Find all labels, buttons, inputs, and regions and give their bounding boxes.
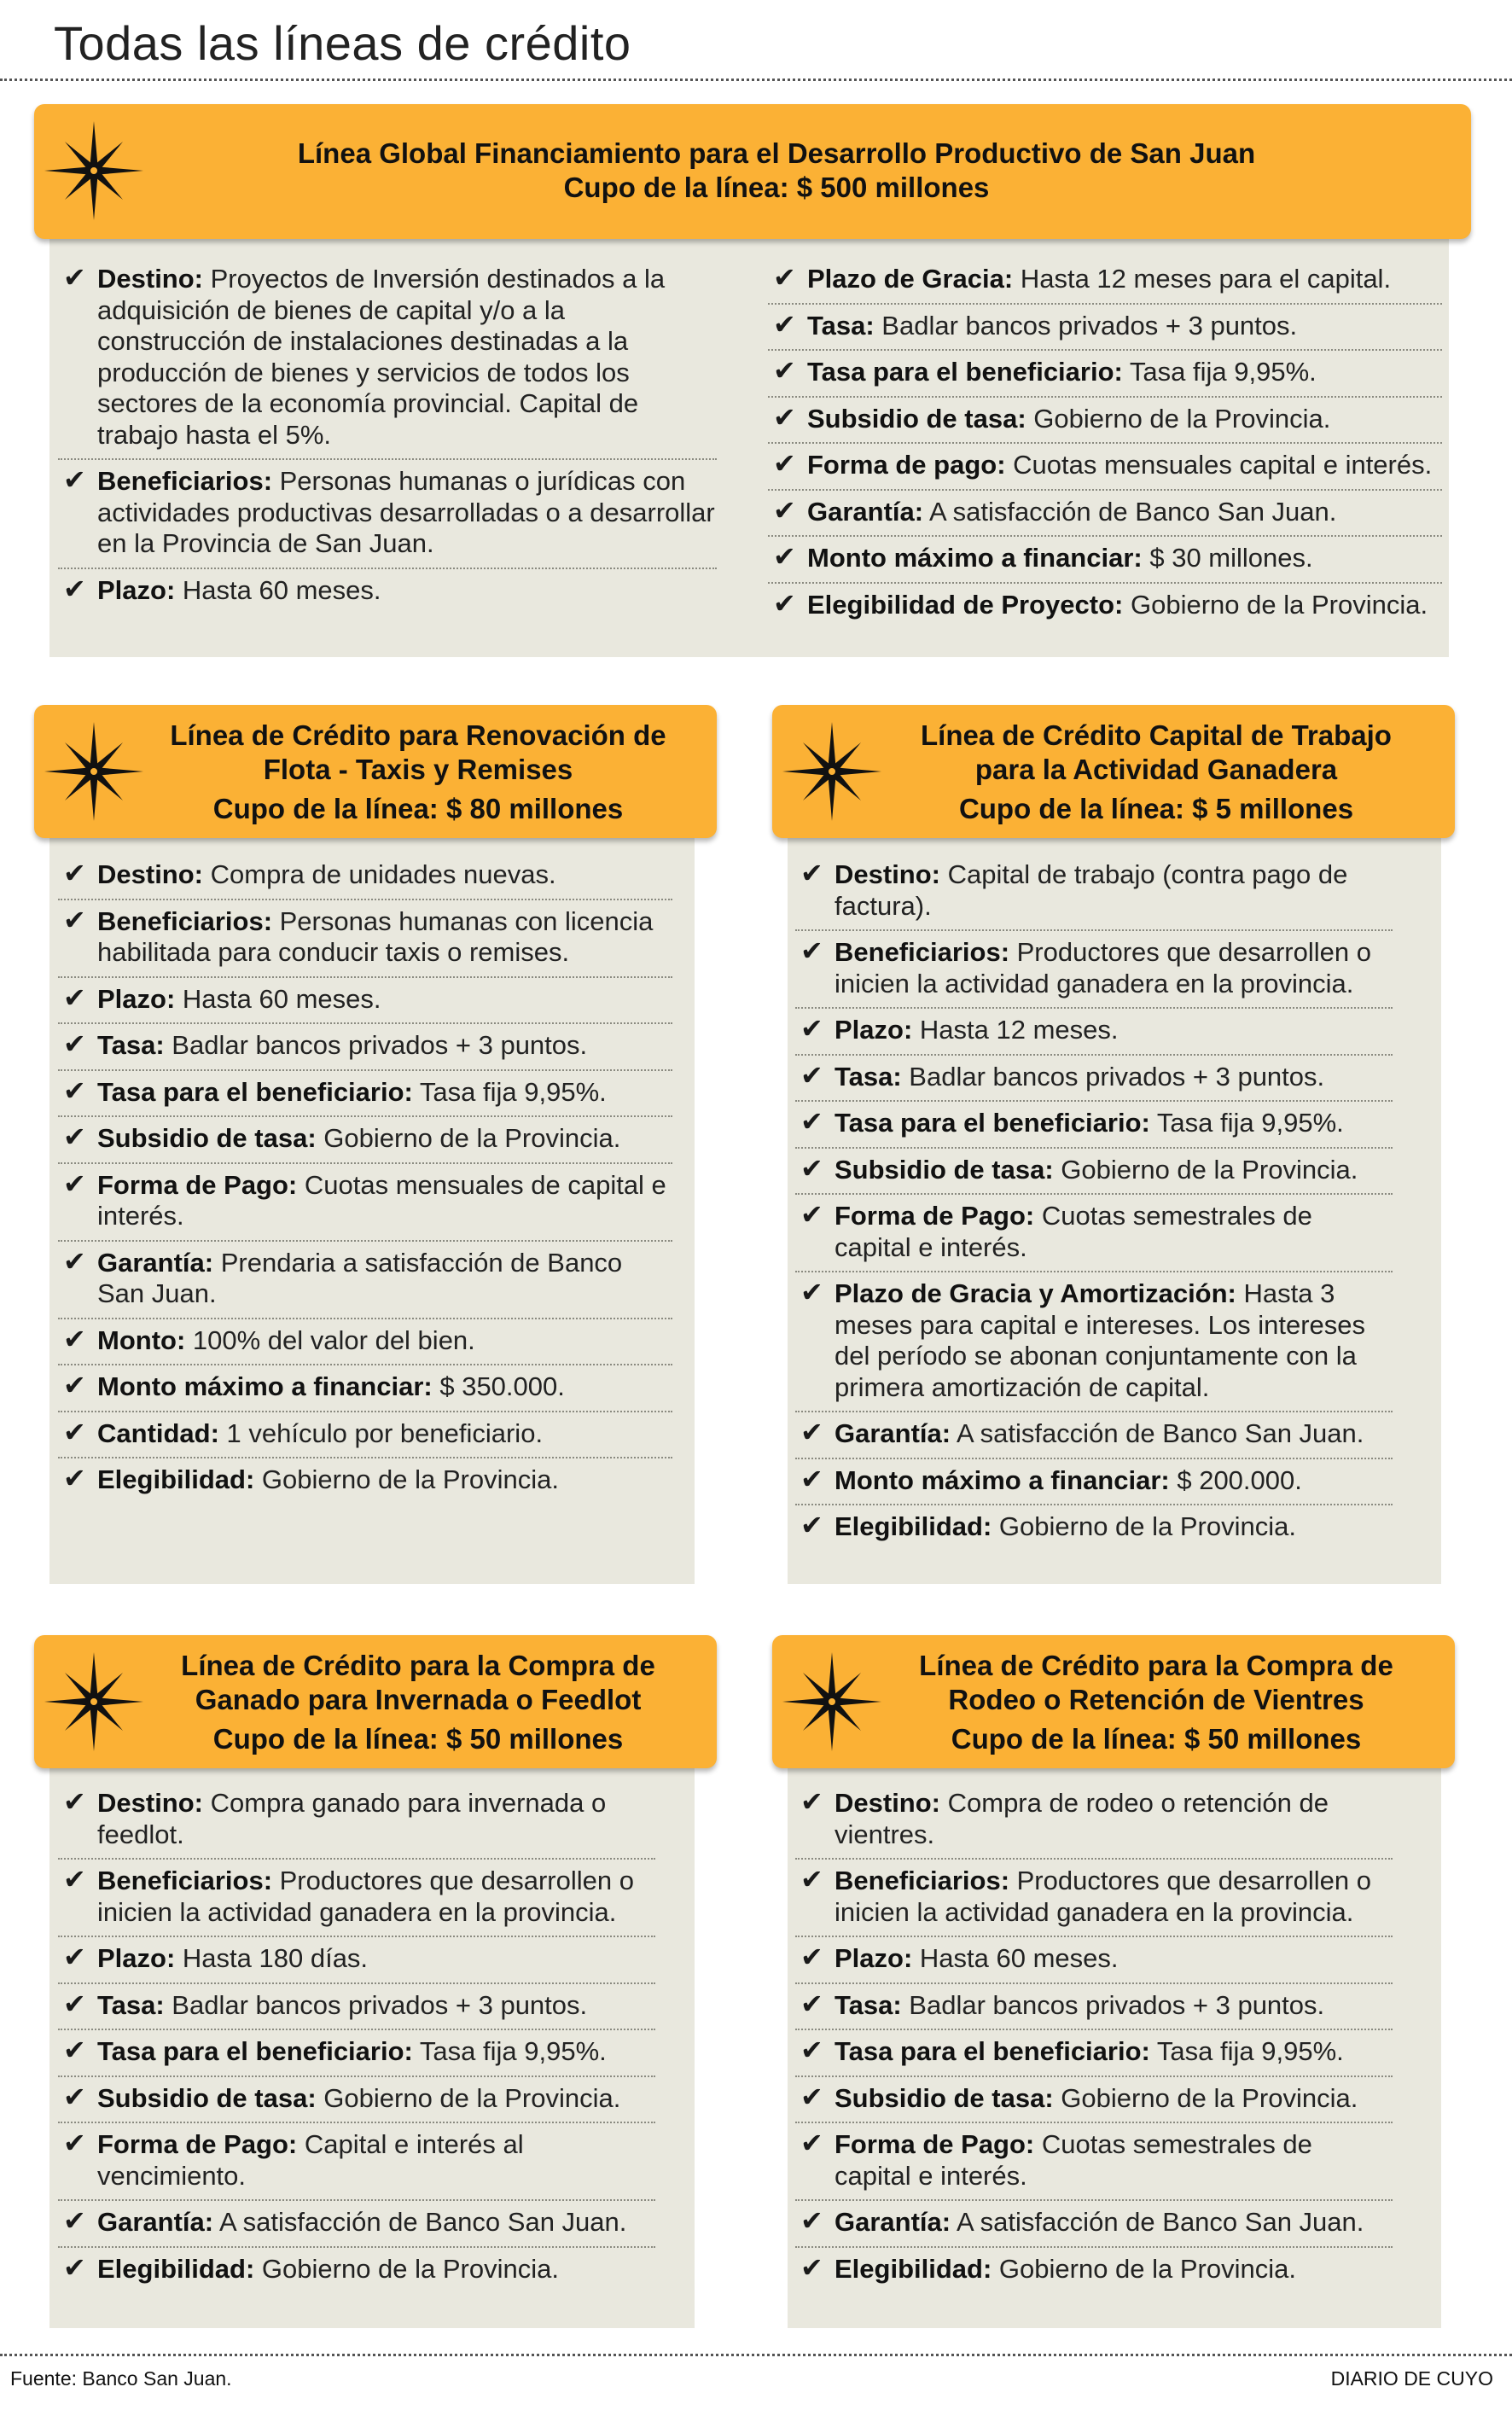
check-icon: ✔ [63, 1167, 86, 1200]
list-item: ✔ Monto máximo a financiar: $ 30 millones. [768, 537, 1442, 584]
list-item: ✔ Destino: Proyectos de Inversión destinados a la adquisición de bienes de capital y/o a la construcción de instalaciones destinadas a la producción de bienes y servicios de todos los sectores de la economía provincial. Capital de trabajo hasta el 5%. [58, 258, 717, 460]
list-item: ✔ Subsidio de tasa: Gobierno de la Provincia. [795, 1149, 1393, 1196]
list-item: ✔ Garantía: A satisfacción de Banco San Juan. [795, 2201, 1393, 2248]
list-item: ✔ Tasa: Badlar bancos privados + 3 puntos. [58, 1984, 655, 2031]
list-item: ✔ Forma de Pago: Capital e interés al vencimiento. [58, 2123, 655, 2201]
check-icon: ✔ [63, 1074, 86, 1107]
check-icon: ✔ [773, 493, 796, 527]
card-capital-header [772, 705, 1455, 838]
check-icon: ✔ [800, 1276, 823, 1308]
check-icon: ✔ [63, 1369, 86, 1401]
list-item: ✔ Elegibilidad de Proyecto: Gobierno de la Provincia. [773, 586, 1428, 620]
check-icon: ✔ [773, 447, 796, 480]
check-icon: ✔ [63, 1941, 86, 1973]
list-item: ✔ Elegibilidad: Gobierno de la Provincia. [800, 2250, 1296, 2284]
card-taxis-list [58, 853, 672, 1504]
list-item: ✔ Forma de Pago: Cuotas mensuales de capital e interés. [58, 1164, 672, 1242]
list-item: ✔ Tasa para el beneficiario: Tasa fija 9,95%. [795, 1102, 1393, 1149]
check-icon: ✔ [63, 1028, 86, 1060]
list-item: ✔ Monto máximo a financiar: $ 350.000. [58, 1365, 672, 1412]
compass-rose-icon [43, 720, 145, 823]
list-item: ✔ Garantía: A satisfacción de Banco San Juan. [58, 2201, 655, 2248]
check-icon: ✔ [800, 1941, 823, 1973]
check-icon: ✔ [63, 2080, 86, 2113]
check-icon: ✔ [800, 2204, 823, 2237]
list-item: ✔ Tasa para el beneficiario: Tasa fija 9,95%. [795, 2030, 1393, 2077]
footer-divider [0, 2354, 1512, 2356]
check-icon: ✔ [63, 903, 86, 936]
check-icon: ✔ [63, 463, 86, 496]
check-icon: ✔ [773, 586, 796, 620]
check-icon: ✔ [800, 1863, 823, 1895]
list-item: ✔ Tasa para el beneficiario: Tasa fija 9,95%. [58, 2030, 655, 2077]
check-icon: ✔ [800, 1987, 823, 2020]
check-icon: ✔ [773, 307, 796, 341]
card-capital-title-line1: Línea de Crédito Capital de Trabajo [921, 719, 1392, 751]
check-icon: ✔ [800, 1151, 823, 1185]
check-icon: ✔ [800, 1198, 823, 1231]
card-global-right [768, 258, 1442, 628]
list-item: ✔ Monto: 100% del valor del bien. [58, 1319, 672, 1366]
list-item: ✔ Subsidio de tasa: Gobierno de la Provincia. [58, 2077, 655, 2124]
card-feedlot-title-line2: Ganado para Invernada o Feedlot [195, 1684, 642, 1715]
card-taxis-quota: Cupo de la línea: $ 80 millones [212, 793, 624, 824]
check-icon: ✔ [800, 1416, 823, 1448]
list-item: ✔ Destino: Capital de trabajo (contra pago de factura). [795, 853, 1393, 931]
compass-rose-icon [43, 1650, 145, 1753]
card-rodeo-title-line2: Rodeo o Retención de Vientres [948, 1684, 1364, 1715]
list-item: ✔ Plazo: Hasta 12 meses. [795, 1009, 1393, 1056]
card-capital-quota: Cupo de la línea: $ 5 millones [958, 793, 1354, 824]
page-title: Todas las líneas de crédito [54, 16, 631, 70]
list-item: ✔ Beneficiarios: Personas humanas con licencia habilitada para conducir taxis o remises. [58, 900, 672, 978]
card-rodeo-header [772, 1635, 1455, 1768]
check-icon: ✔ [63, 1415, 86, 1448]
list-item: ✔ Destino: Compra ganado para invernada o feedlot. [58, 1782, 655, 1860]
check-icon: ✔ [63, 261, 86, 294]
list-item: ✔ Destino: Compra de rodeo o retención de vientres. [795, 1782, 1393, 1860]
list-item: ✔ Beneficiarios: Productores que desarrollen o inicien la actividad ganadera en la provincia. [795, 931, 1393, 1009]
list-item: ✔ Elegibilidad: Gobierno de la Provincia. [800, 1509, 1296, 1541]
check-icon: ✔ [63, 1785, 86, 1818]
check-icon: ✔ [773, 354, 796, 387]
list-item: ✔ Plazo: Hasta 60 meses. [58, 978, 672, 1025]
list-item: ✔ Forma de Pago: Cuotas semestrales de capital e interés. [795, 1195, 1393, 1272]
check-icon: ✔ [800, 1012, 823, 1045]
check-icon: ✔ [63, 857, 86, 889]
check-icon: ✔ [773, 261, 796, 294]
list-item: ✔ Tasa: Badlar bancos privados + 3 puntos. [795, 1056, 1393, 1103]
check-icon: ✔ [63, 2034, 86, 2066]
card-taxis-title-line2: Flota - Taxis y Remises [263, 754, 573, 785]
card-global-left [58, 258, 717, 614]
check-icon: ✔ [63, 1462, 86, 1494]
check-icon: ✔ [800, 2034, 823, 2066]
check-icon: ✔ [63, 1121, 86, 1153]
check-icon: ✔ [63, 2204, 86, 2237]
check-icon: ✔ [63, 1987, 86, 2020]
card-feedlot-title-line1: Línea de Crédito para la Compra de [181, 1650, 655, 1681]
source-credit: Fuente: Banco San Juan. [10, 2367, 232, 2390]
check-icon: ✔ [800, 1509, 823, 1541]
list-item: ✔ Tasa: Badlar bancos privados + 3 puntos. [58, 1024, 672, 1071]
list-item: ✔ Garantía: A satisfacción de Banco San Juan. [768, 491, 1442, 538]
list-item: ✔ Forma de pago: Cuotas mensuales capital e interés. [768, 444, 1442, 491]
card-feedlot-quota: Cupo de la línea: $ 50 millones [212, 1723, 624, 1755]
card-global-header [34, 104, 1471, 239]
card-global-title: Línea Global Financiamiento para el Desarrollo Productivo de San Juan [297, 137, 1256, 169]
list-item: ✔ Beneficiarios: Personas humanas o jurídicas con actividades productivas desarrolladas o a desarrollar en la Provincia de San Juan. [58, 460, 717, 569]
check-icon: ✔ [800, 857, 823, 889]
list-item: ✔ Elegibilidad: Gobierno de la Provincia. [63, 1462, 559, 1494]
card-taxis-header [34, 705, 717, 838]
card-capital-list [795, 853, 1393, 1551]
list-item: ✔ Cantidad: 1 vehículo por beneficiario. [58, 1412, 672, 1459]
check-icon: ✔ [800, 934, 823, 967]
check-icon: ✔ [63, 2127, 86, 2159]
check-icon: ✔ [63, 981, 86, 1014]
check-icon: ✔ [800, 2080, 823, 2113]
compass-rose-icon [43, 119, 145, 222]
check-icon: ✔ [63, 2250, 86, 2284]
check-icon: ✔ [63, 1322, 86, 1355]
check-icon: ✔ [773, 400, 796, 434]
check-icon: ✔ [800, 1058, 823, 1092]
list-item: ✔ Plazo de Gracia: Hasta 12 meses para el capital. [768, 258, 1442, 305]
list-item: ✔ Monto máximo a financiar: $ 200.000. [795, 1459, 1393, 1506]
check-icon: ✔ [800, 1105, 823, 1138]
list-item: ✔ Subsidio de tasa: Gobierno de la Provincia. [795, 2077, 1393, 2124]
card-capital-title-line2: para la Actividad Ganadera [974, 754, 1338, 785]
compass-rose-icon [781, 1650, 883, 1753]
list-item: ✔ Subsidio de tasa: Gobierno de la Provincia. [58, 1117, 672, 1164]
card-rodeo-list [795, 1782, 1393, 2292]
card-rodeo-quota: Cupo de la línea: $ 50 millones [951, 1723, 1362, 1755]
list-item: ✔ Tasa: Badlar bancos privados + 3 puntos. [768, 305, 1442, 352]
check-icon: ✔ [63, 1244, 86, 1278]
check-icon: ✔ [63, 572, 86, 605]
compass-rose-icon [781, 720, 883, 823]
title-divider [0, 79, 1512, 81]
check-icon: ✔ [800, 1785, 823, 1818]
card-global-quota: Cupo de la línea: $ 500 millones [563, 172, 990, 203]
list-item: ✔ Plazo: Hasta 60 meses. [63, 572, 381, 605]
list-item: ✔ Forma de Pago: Cuotas semestrales de capital e interés. [795, 2123, 1393, 2201]
list-item: ✔ Subsidio de tasa: Gobierno de la Provincia. [768, 398, 1442, 445]
list-item: ✔ Beneficiarios: Productores que desarrollen o inicien la actividad ganadera en la provincia. [795, 1860, 1393, 1937]
list-item: ✔ Garantía: Prendaria a satisfacción de Banco San Juan. [58, 1242, 672, 1319]
list-item: ✔ Elegibilidad: Gobierno de la Provincia. [63, 2250, 559, 2284]
list-item: ✔ Plazo de Gracia y Amortización: Hasta 3 meses para capital e intereses. Los intereses del período se abonan conjuntamente con la primera amortización de capital. [795, 1272, 1393, 1412]
list-item: ✔ Beneficiarios: Productores que desarrollen o inicien la actividad ganadera en la provincia. [58, 1860, 655, 1937]
card-feedlot-header [34, 1635, 717, 1768]
card-feedlot-list [58, 1782, 655, 2292]
check-icon: ✔ [800, 2250, 823, 2284]
check-icon: ✔ [800, 2127, 823, 2159]
check-icon: ✔ [63, 1863, 86, 1895]
check-icon: ✔ [773, 540, 796, 573]
list-item: ✔ Tasa: Badlar bancos privados + 3 puntos. [795, 1984, 1393, 2031]
list-item: ✔ Destino: Compra de unidades nuevas. [58, 853, 672, 900]
list-item: ✔ Tasa para el beneficiario: Tasa fija 9,95%. [768, 351, 1442, 398]
list-item: ✔ Plazo: Hasta 180 días. [58, 1937, 655, 1984]
card-rodeo-title-line1: Línea de Crédito para la Compra de [919, 1650, 1393, 1681]
list-item: ✔ Plazo: Hasta 60 meses. [795, 1937, 1393, 1984]
list-item: ✔ Garantía: A satisfacción de Banco San Juan. [795, 1412, 1393, 1459]
publisher-brand: DIARIO DE CUYO [1330, 2367, 1493, 2390]
check-icon: ✔ [800, 1462, 823, 1495]
list-item: ✔ Tasa para el beneficiario: Tasa fija 9,95%. [58, 1071, 672, 1118]
card-taxis-title-line1: Línea de Crédito para Renovación de [170, 719, 666, 751]
